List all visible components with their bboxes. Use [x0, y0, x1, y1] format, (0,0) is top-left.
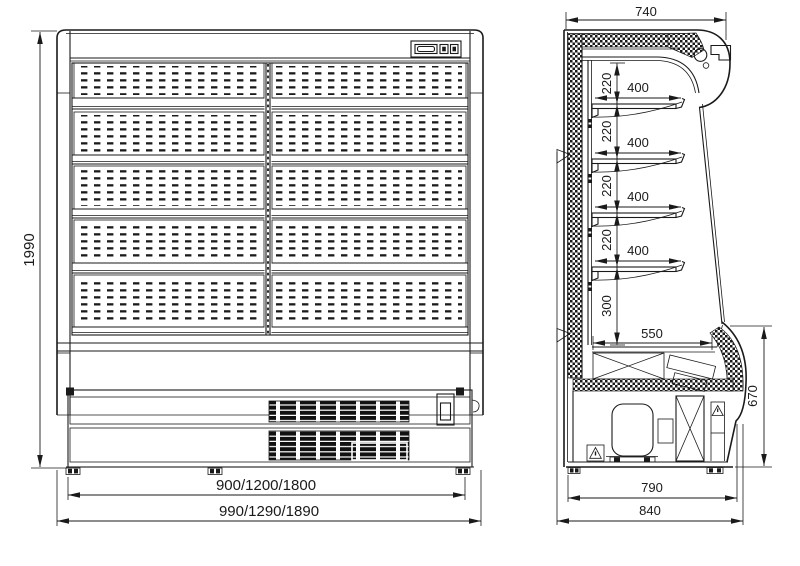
dim-label-gap-bottom: 300 [599, 295, 614, 317]
dim-label-overall-depth: 840 [639, 503, 661, 518]
dim-label-front-height: 670 [745, 385, 760, 407]
dim-label-height: 1990 [21, 233, 38, 267]
center-divider [265, 63, 272, 335]
rear-wall-insulation [568, 34, 582, 378]
dim-label-shelf-depth-3: 400 [627, 189, 649, 204]
dim-label-base-width: 790 [641, 480, 663, 495]
dim-label-outer-width: 990/1290/1890 [218, 503, 320, 520]
dim-label-top-depth: 740 [635, 4, 657, 19]
dim-label-gap-1: 220 [599, 72, 614, 95]
base-insulation [573, 379, 733, 391]
dim-label-shelf-depth-1: 400 [627, 80, 649, 95]
ventilation-grille-upper [269, 401, 409, 422]
dim-label-shelf-depth-4: 400 [627, 243, 649, 258]
dim-label-shelf-depth-2: 400 [627, 135, 649, 150]
dim-label-gap-4: 220 [599, 229, 614, 251]
dim-label-gap-2: 220 [599, 120, 614, 143]
ventilation-grille-lower [269, 431, 409, 460]
dim-label-gap-3: 220 [599, 175, 614, 197]
dim-label-inner-width: 900/1200/1800 [215, 477, 317, 494]
dim-label-base-depth: 550 [641, 326, 663, 341]
